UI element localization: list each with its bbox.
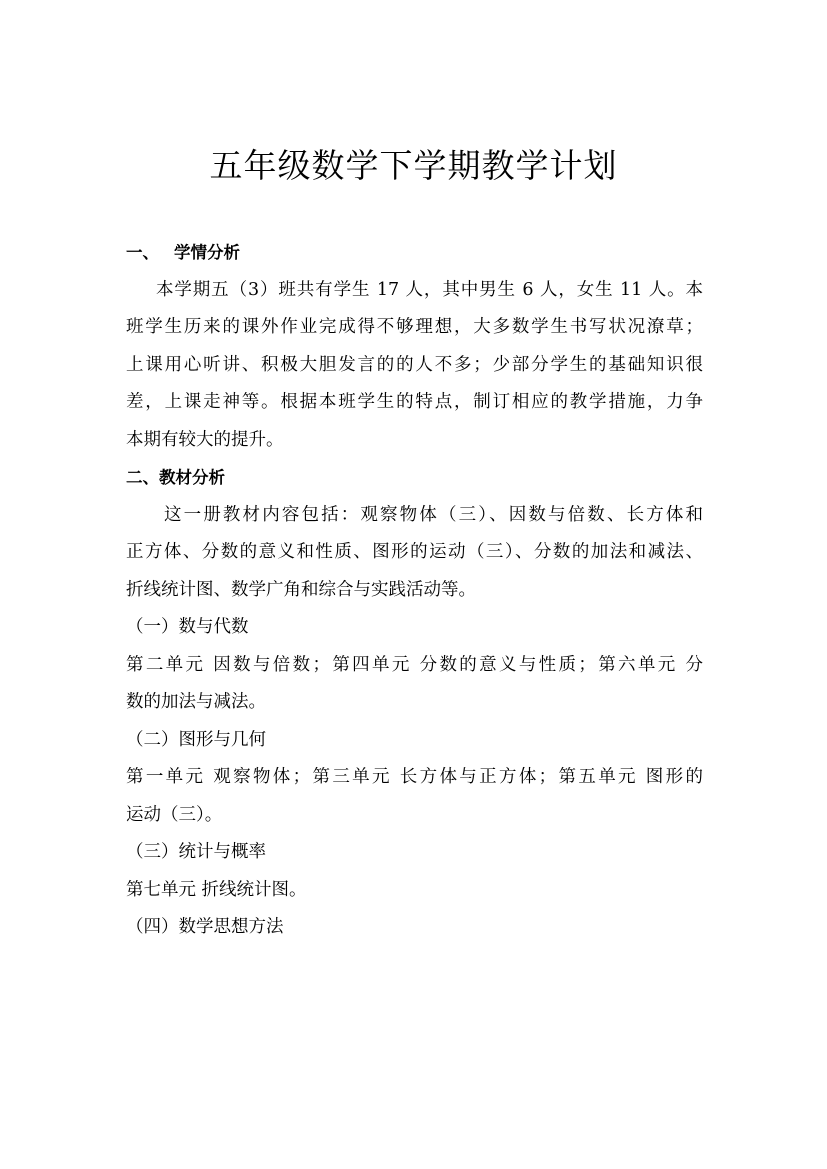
- document-title: 五年级数学下学期教学计划: [209, 146, 618, 185]
- paragraph-line: 数的加法与减法。: [126, 692, 266, 712]
- paragraph-line: 本学期五（3）班共有学生 17 人，其中男生 6 人，女生 11 人。本: [156, 279, 703, 300]
- document-body: [126, 234, 703, 947]
- paragraph-line: 这一册教材内容包括：观察物体（三）、因数与倍数、长方体和: [164, 504, 703, 525]
- subsection-label-math-thinking: （四）数学思想方法: [126, 917, 284, 937]
- paragraph-line: 正方体、分数的意义和性质、图形的运动（三）、分数的加法和减法、: [126, 542, 703, 562]
- subsection-label-geometry: （二）图形与几何: [126, 729, 266, 750]
- paragraph-line: 第七单元 折线统计图。: [126, 879, 307, 900]
- subsection-label-number-algebra: （一）数与代数: [126, 617, 249, 637]
- paragraph-line: 运动（三）。: [126, 804, 223, 825]
- paragraph-line: 差，上课走神等。根据本班学生的特点，制订相应的教学措施，力争: [126, 392, 703, 412]
- section-title: 教材分析: [159, 468, 225, 487]
- paragraph-line: 上课用心听讲、积极大胆发言的的人不多；少部分学生的基础知识很: [126, 354, 703, 375]
- section-number: 一、: [126, 243, 159, 262]
- paragraph-line: 第一单元 观察物体；第三单元 长方体与正方体；第五单元 图形的: [126, 767, 703, 787]
- section-number: 二、: [126, 468, 159, 487]
- section-heading-textbook-analysis: [126, 459, 703, 497]
- paragraph-line: 折线统计图、数学广角和综合与实践活动等。: [126, 579, 476, 600]
- section-heading-student-analysis: [126, 234, 703, 272]
- subsection-label-statistics: （三）统计与概率: [126, 842, 266, 862]
- paragraph-line: 本期有较大的提升。: [126, 429, 284, 450]
- paragraph-line: 第二单元 因数与倍数；第四单元 分数的意义与性质；第六单元 分: [126, 654, 703, 675]
- paragraph-line: 班学生历来的课外作业完成得不够理想，大多数学生书写状况潦草；: [126, 317, 703, 337]
- section-title: 学情分析: [174, 243, 240, 262]
